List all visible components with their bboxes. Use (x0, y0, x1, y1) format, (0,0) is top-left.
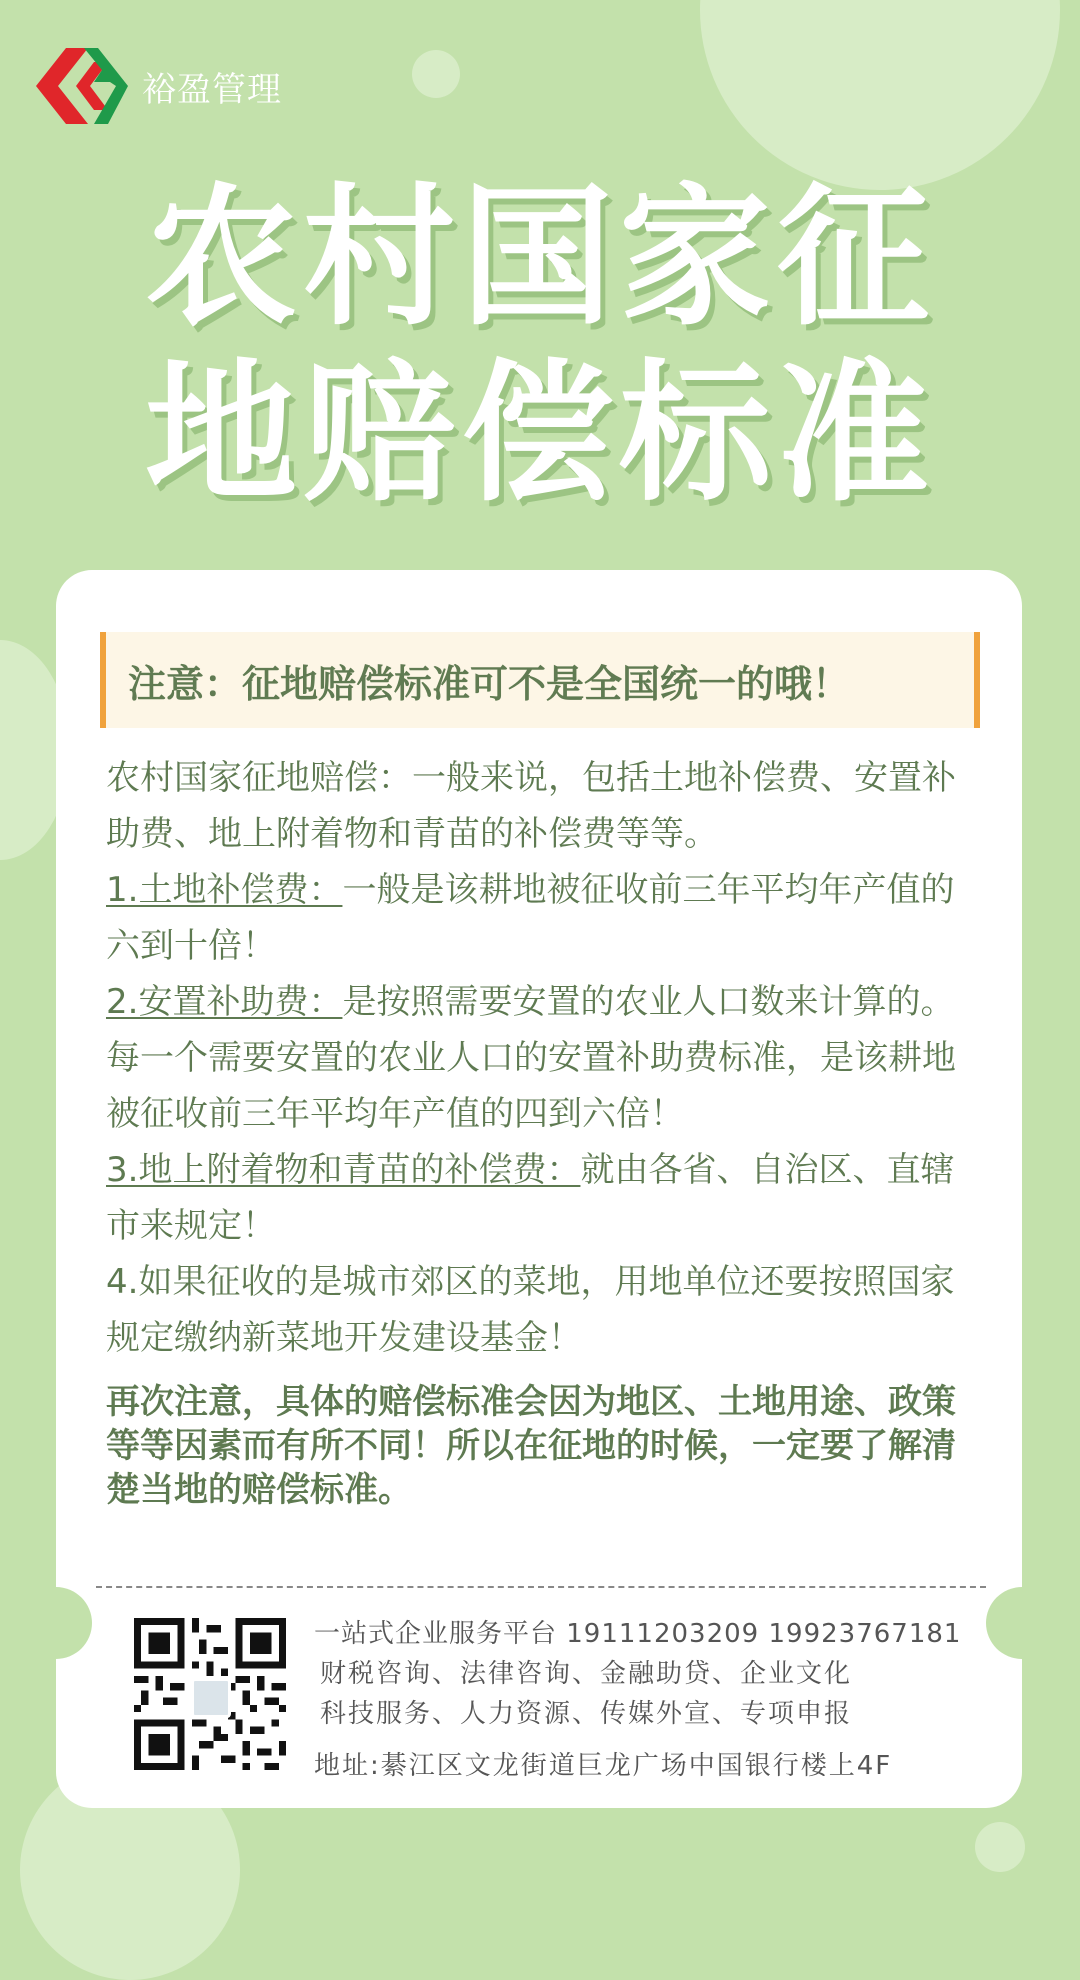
title-line-2: 地赔偿标准 (145, 345, 935, 522)
notice-banner (100, 632, 980, 728)
avatar (191, 1678, 231, 1718)
ticket-notch-left (56, 1587, 92, 1659)
content-card (56, 570, 1022, 1808)
brand-name: 裕盈管理 (142, 69, 282, 110)
list-item (106, 862, 976, 974)
item-text: 一般是该耕地被征收前三年平均年产值的六到十倍！ (106, 870, 955, 966)
item-title: 2.安置补助费： (106, 982, 343, 1022)
list-item (106, 1142, 976, 1254)
platform-line: 一站式企业服务平台 19111203209 19923767181 (314, 1619, 962, 1649)
decor-dot (412, 50, 460, 98)
divider (96, 1586, 986, 1588)
services-line: 科技服务、人力资源、传媒外宣、专项申报 (320, 1699, 853, 1729)
item-text: 4.如果征收的是城市郊区的菜地，用地单位还要按照国家规定缴纳新菜地开发建设基金！ (106, 1262, 955, 1358)
brand-logo (36, 48, 282, 124)
item-title: 1.土地补偿费： (106, 870, 343, 910)
brand-mark-icon (36, 48, 128, 124)
page-title (0, 170, 1080, 522)
body-text (106, 750, 976, 1366)
item-text: 是按照需要安置的农业人口数来计算的。每一个需要安置的农业人口的安置补助费标准，是该耕地被征收前三年平均年产值的四到六倍！ (106, 982, 956, 1134)
title-line-1: 农村国家征 (145, 169, 935, 346)
list-item (106, 1254, 976, 1366)
list-item (106, 974, 976, 1142)
emphasis-note: 再次注意，具体的赔偿标准会因为地区、土地用途、政策等等因素而有所不同！所以在征地的时候，一定要了解清楚当地的赔偿标准。 (106, 1382, 956, 1510)
item-text: 就由各省、自治区、直辖市来规定！ (106, 1150, 955, 1246)
address-line: 地址:綦江区文龙街道巨龙广场中国银行楼上4F (314, 1751, 893, 1781)
contact-info (314, 1614, 994, 1786)
decor-dot (975, 1822, 1025, 1872)
decor-circle (700, 0, 1060, 190)
notice-text: 注意：征地赔偿标准可不是全国统一的哦！ (128, 661, 851, 706)
services-line: 财税咨询、法律咨询、金融助贷、企业文化 (320, 1659, 853, 1689)
item-title: 3.地上附着物和青苗的补偿费： (106, 1150, 581, 1190)
intro-paragraph: 农村国家征地赔偿：一般来说，包括土地补偿费、安置补助费、地上附着物和青苗的补偿费等等。 (106, 758, 956, 854)
